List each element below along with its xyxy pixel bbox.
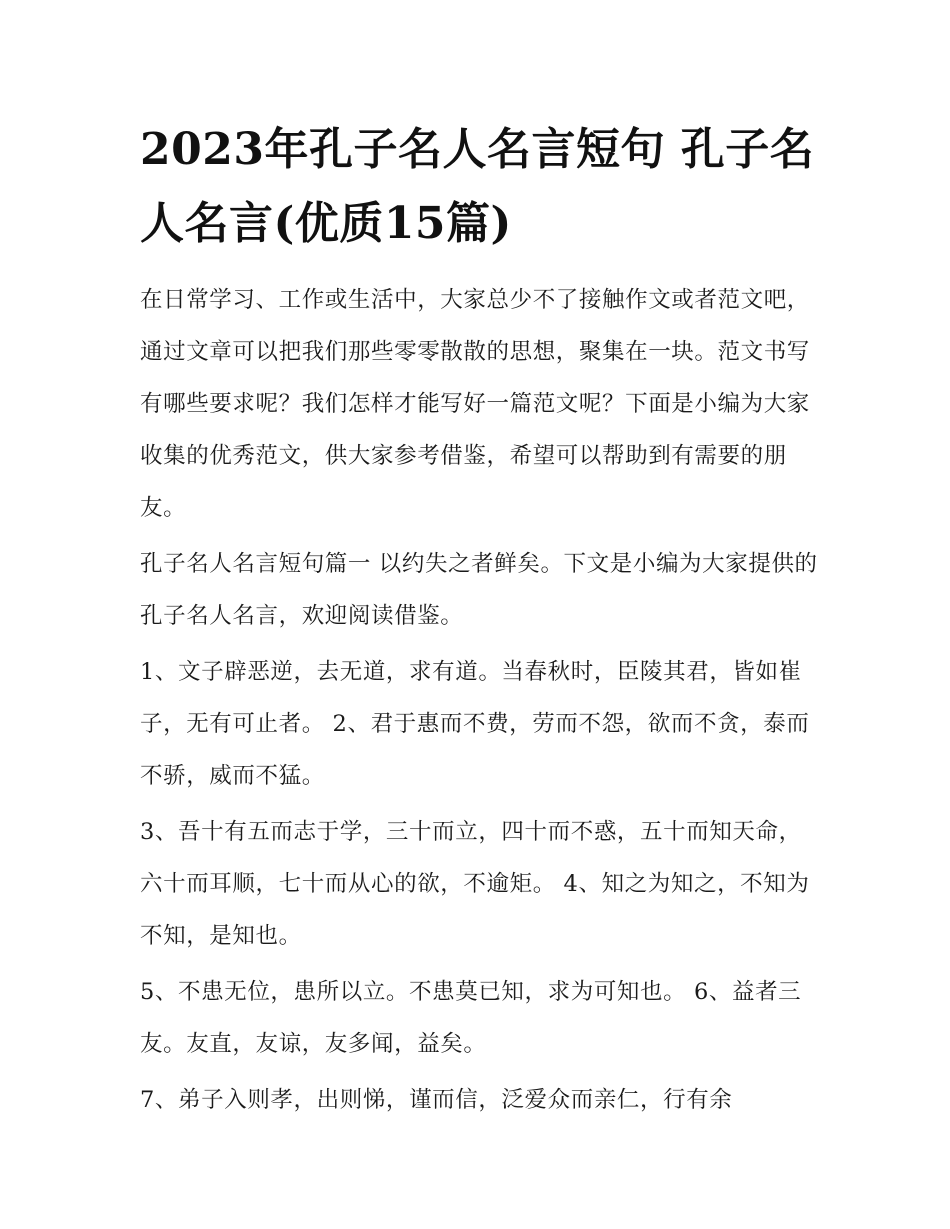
document-title: 2023年孔子名人名言短句 孔子名人名言(优质15篇) [140,124,815,249]
paragraph-intro: 在日常学习、工作或生活中，大家总少不了接触作文或者范文吧，通过文章可以把我们那些零零散散的思想，聚集在一块。范文书写有哪些要求呢？我们怎样才能写好一篇范文呢？下面是小编为大家收集的优秀范文，供大家参考借鉴，希望可以帮助到有需要的朋友。 [140,287,810,521]
paragraph-quotes-3-4: 3、吾十有五而志于学，三十而立，四十而不惑，五十而知天命，六十而耳顺，七十而从心的欲，不逾矩。 4、知之为知之，不知为不知，是知也。 [140,819,810,949]
paragraph-quote-7: 7、弟子入则孝，出则悌，谨而信，泛爱众而亲仁，行有余 [140,1087,733,1113]
paragraph-section-one: 孔子名人名言短句篇一 以约失之者鲜矣。下文是小编为大家提供的孔子名人名言，欢迎阅读借鉴。 [140,551,818,629]
paragraph-quotes-1-2: 1、文子辟恶逆，去无道，求有道。当春秋时，臣陵其君，皆如崔子，无有可止者。 2、君于惠而不费，劳而不怨，欲而不贪，泰而不骄，威而不猛。 [140,659,810,789]
document-body [140,274,820,1130]
paragraph-quotes-5-6: 5、不患无位，患所以立。不患莫已知，求为可知也。 6、益者三友。友直，友谅，友多闻，益矣。 [140,979,802,1057]
